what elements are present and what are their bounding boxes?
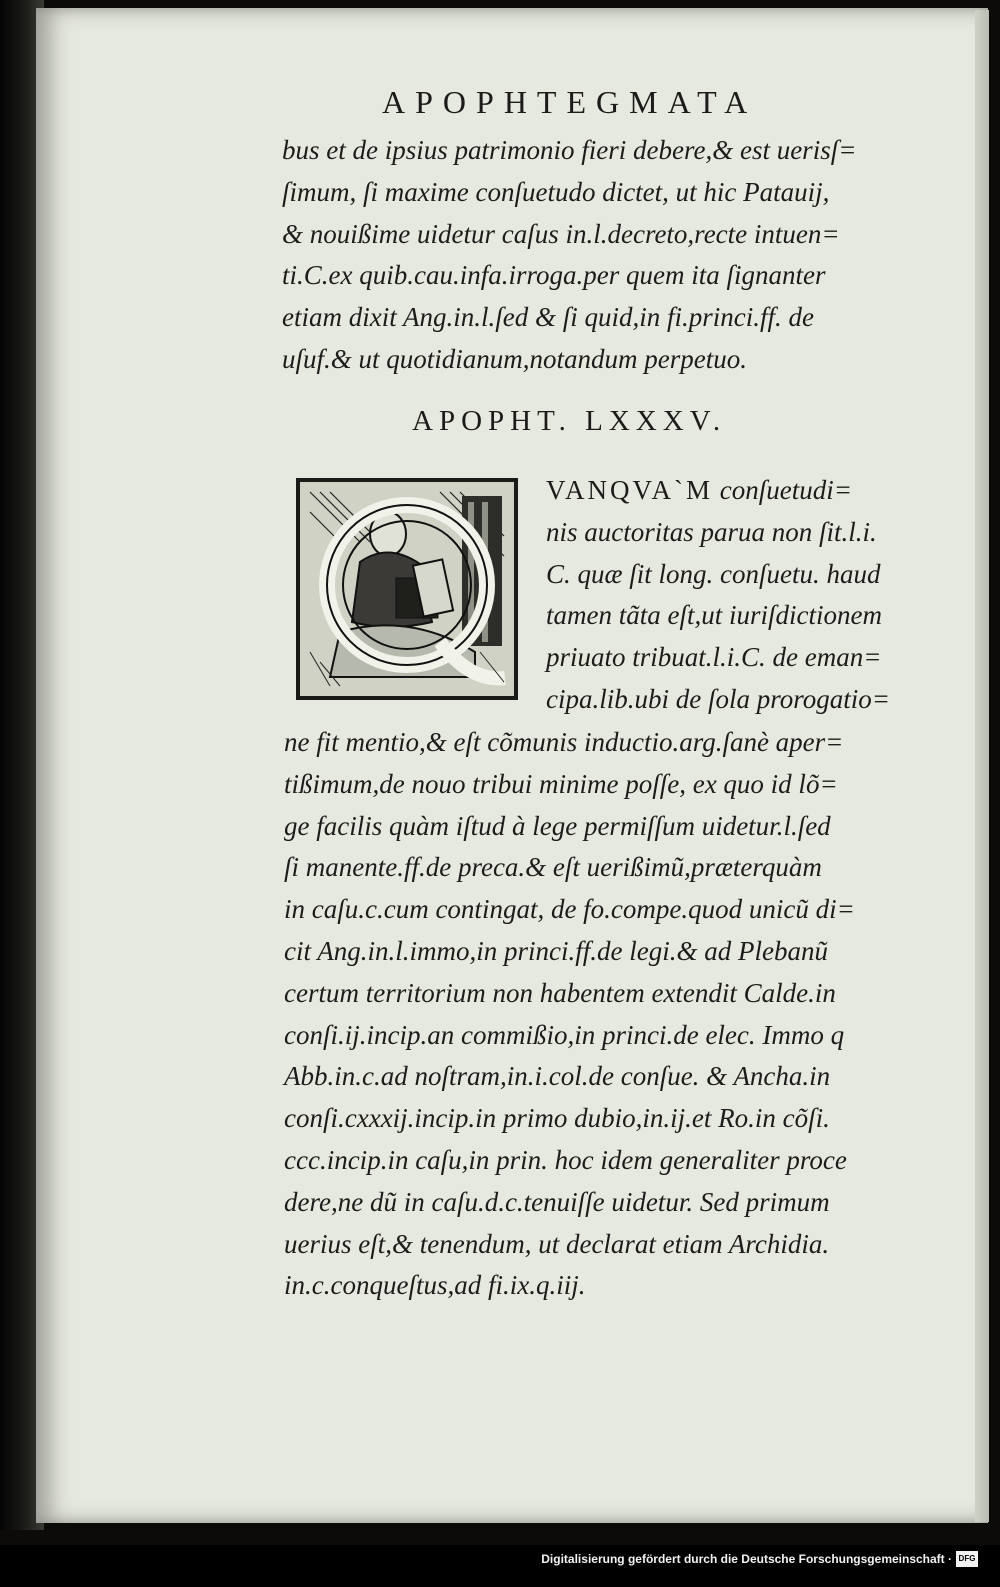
text-line: nis auctoritas parua non ſit.l.i. — [546, 516, 877, 547]
running-head: APOPHTEGMATA — [382, 84, 758, 120]
opening-rest: conſuetudi= — [713, 475, 852, 505]
woodcut-initial-image — [300, 482, 514, 696]
text-line: ti.C.ex quib.cau.infa.irroga.per quem ita ſignanter — [282, 260, 826, 291]
text-line: ccc.incip.in caſu,in prin. hoc idem generaliter proce — [284, 1144, 847, 1175]
text-line: priuato tribuat.l.i.C. de eman= — [546, 642, 882, 673]
text-line: ge facilis quàm iſtud à lege permiſſum uidetur.l.ſed — [284, 810, 831, 841]
text-line-first — [546, 470, 956, 512]
text-line: tamen tãta eſt,ut iuriſdictionem — [546, 600, 882, 631]
text-line: ſimum, ſi maxime conſuetudo dictet, ut hic Patauij, — [282, 176, 830, 207]
woodcut-initial-q — [296, 478, 518, 700]
text-line: C. quæ ſit long. conſuetu. haud — [546, 558, 881, 589]
text-line: etiam dixit Ang.in.l.ſed & ſi quid,in fi.princi.ff. de — [282, 302, 814, 333]
text-line: bus et de ipsius patrimonio fieri debere,& est uerisſ= — [282, 135, 857, 165]
text-block-top — [282, 130, 952, 381]
text-line: cit Ang.in.l.immo,in princi.ff.de legi.& ad Plebanũ — [284, 935, 828, 966]
digitization-credit: Digitalisierung gefördert durch die Deutsche Forschungsgemeinschaft · — [541, 1552, 952, 1566]
text-line: conſi.cxxxij.incip.in primo dubio,in.ij.et Ro.in cõſi. — [284, 1103, 830, 1134]
text-line: & nouißime uidetur caſus in.l.decreto,recte intuen= — [282, 218, 840, 249]
text-block-main — [284, 722, 954, 1307]
section-heading: APOPHT. LXXXV. — [412, 405, 727, 437]
text-line: uerius eſt,& tenendum, ut declarat etiam Archidia. — [284, 1228, 830, 1259]
text-line: in caſu.c.cum contingat, de fo.compe.quod unicũ di= — [284, 894, 855, 925]
text-line: dere,ne dũ in caſu.d.c.tenuiſſe uidetur. Sed primum — [284, 1186, 830, 1217]
page-edge — [975, 10, 989, 1522]
text-block-side — [546, 470, 956, 721]
text-line: certum territorium non habentem extendit Calde.in — [284, 977, 836, 1008]
text-line: uſuf.& ut quotidianum,notandum perpetuo. — [282, 343, 747, 374]
opening-capitals: VANQVA`M — [546, 475, 714, 505]
text-line: in.c.conqueſtus,ad fi.ix.q.iij. — [284, 1270, 586, 1301]
text-line: cipa.lib.ubi de ſola prorogatio= — [546, 683, 890, 714]
text-line: ne fit mentio,& eſt cõmunis inductio.arg.ſanè aper= — [284, 727, 844, 757]
text-line: tißimum,de nouo tribui minime poſſe, ex quo id lõ= — [284, 768, 838, 799]
dfg-logo: DFG — [956, 1551, 978, 1567]
text-line: conſi.ij.incip.an commißio,in princi.de elec. Immo q — [284, 1019, 845, 1050]
text-line: Abb.in.c.ad noſtram,in.i.col.de conſue. & Ancha.in — [284, 1061, 831, 1092]
text-line: ſi manente.ff.de preca.& eſt uerißimũ,præterquàm — [284, 852, 822, 883]
